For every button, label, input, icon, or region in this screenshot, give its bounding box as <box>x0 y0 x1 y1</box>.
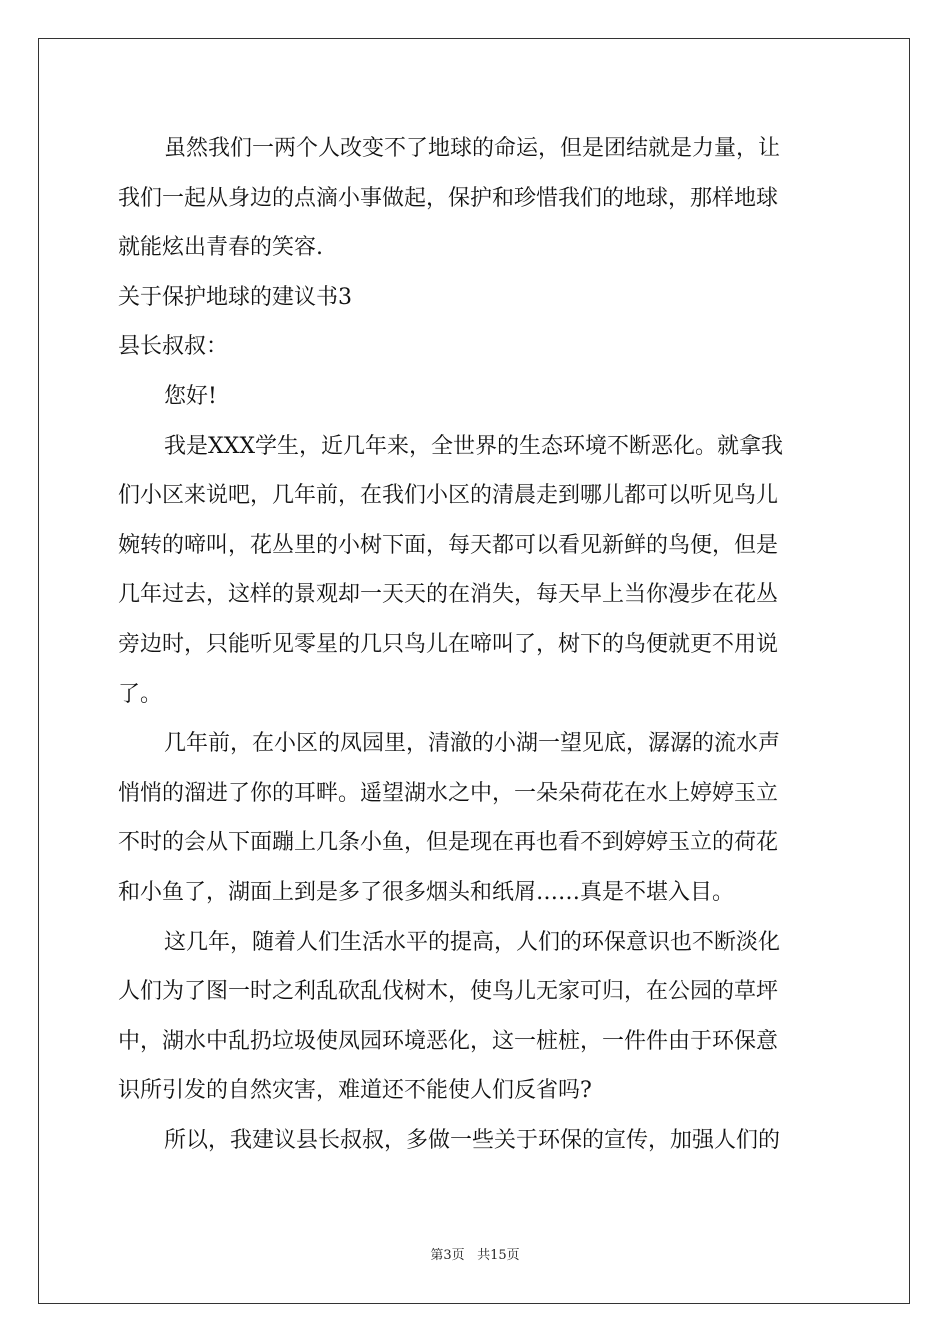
text-line: 旁边时，只能听见零星的几只鸟儿在啼叫了，树下的鸟便就更不用说 <box>118 631 779 657</box>
text-line: 婉转的啼叫，花丛里的小树下面，每天都可以看见新鲜的鸟便，但是 <box>118 532 779 558</box>
text-line: 了。 <box>118 681 163 707</box>
text-line: 人们为了图一时之利乱砍乱伐树木，使鸟儿无家可归，在公园的草坪 <box>118 979 779 1005</box>
text-line: 几年过去，这样的景观却一天天的在消失，每天早上当你漫步在花丛 <box>118 582 779 608</box>
text-line: 们小区来说吧，几年前，在我们小区的清晨走到哪儿都可以听见鸟儿 <box>118 483 779 509</box>
text-line: 就能炫出青春的笑容. <box>118 235 323 261</box>
document-body <box>118 124 836 1165</box>
text-line: 几年前，在小区的凤园里，清澈的小湖一望见底，潺潺的流水声 <box>164 731 781 757</box>
text-line: 识所引发的自然灾害，难道还不能使人们反省吗? <box>118 1078 592 1104</box>
text-line: 这几年，随着人们生活水平的提高，人们的环保意识也不断淡化 <box>164 929 781 955</box>
page-footer <box>0 1244 950 1263</box>
text-line: 和小鱼了，湖面上到是多了很多烟头和纸屑……真是不堪入目。 <box>118 879 735 905</box>
text-line: 所以，我建议县长叔叔，多做一些关于环保的宣传，加强人们的 <box>164 1127 781 1153</box>
text-line: 不时的会从下面蹦上几条小鱼，但是现在再也看不到婷婷玉立的荷花 <box>118 830 779 856</box>
text-line: 我是XXX学生，近几年来，全世界的生态环境不断恶化。就拿我 <box>164 433 783 459</box>
text-line: 悄悄的溜进了你的耳畔。遥望湖水之中，一朵朵荷花在水上婷婷玉立 <box>118 780 779 806</box>
text-line: 我们一起从身边的点滴小事做起，保护和珍惜我们的地球，那样地球 <box>118 185 779 211</box>
section-title: 关于保护地球的建议书3 <box>118 284 352 310</box>
salutation: 县长叔叔： <box>118 334 229 360</box>
text-line: 虽然我们一两个人改变不了地球的命运，但是团结就是力量，让 <box>164 136 781 161</box>
greeting: 您好! <box>164 383 217 409</box>
page-number: 第3页 <box>430 1248 465 1263</box>
text-line: 中，湖水中乱扔垃圾使凤园环境恶化，这一桩桩，一件件由于环保意 <box>118 1028 779 1054</box>
page-total: 共15页 <box>477 1248 520 1263</box>
